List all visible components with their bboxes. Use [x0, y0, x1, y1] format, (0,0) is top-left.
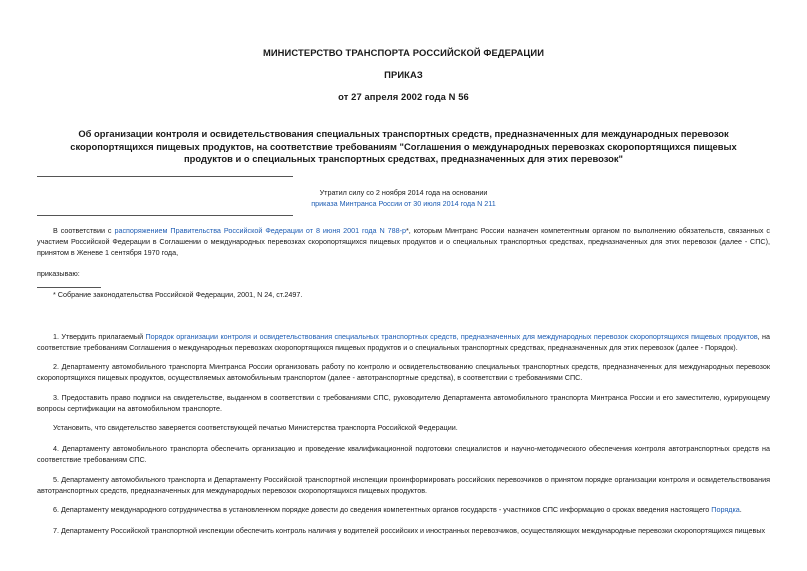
date-number-heading: от 27 апреля 2002 года N 56	[338, 91, 469, 102]
item-1-paragraph	[37, 331, 770, 353]
procedure-ref-link[interactable]: Порядка	[711, 505, 740, 514]
item-6-paragraph	[37, 504, 770, 515]
item-4-paragraph: 4. Департаменту автомобильного транспорта обеспечить организацию и проведение квалификационной подготовки специалистов и научно-методического обеспечения контроля автотранспортных средств на соответствие требованиям СПС.	[37, 444, 770, 464]
divider-bottom	[37, 215, 293, 216]
repeal-order-link[interactable]: приказа Минтранса России от 30 июля 2014 года N 211	[311, 199, 496, 208]
document-title: Об организации контроля и освидетельствования специальных транспортных средств, предназначенных для международных перевозок скоропортящихся пищевых продуктов, на соответствие требованиям "Соглашения о международных перевозках скоропортящихся пищевых продуктов и о специальных транспортных средствах, предназначенных для этих перевозок"	[70, 128, 737, 164]
footnote: * Собрание законодательства Российской Федерации, 2001, N 24, ст.2497.	[53, 290, 303, 299]
item-1-suffix: , на соответствие требованиям Соглашения о международных перевозках скоропортящихся пищевых продуктов и о специальных транспортных средствах, предназначенных для этих перевозок (далее - Порядок).	[37, 332, 770, 352]
item-7-paragraph: 7. Департаменту Российской транспортной инспекции обеспечить контроль наличия у водителей российских и иностранных перевозчиков, осуществляющих международные перевозки скоропортящихся пищевых	[53, 526, 766, 535]
status-note: Утратил силу со 2 ноября 2014 года на основании	[319, 188, 488, 197]
item-3-paragraph: 3. Предоставить право подписи на свидетельстве, выданном в соответствии с требованиями СПС, руководителю Департамента автомобильного транспорта Минтранса России и его заместителю, курирующему вопросы сертификации на автомобильном транспорте.	[37, 393, 770, 413]
preamble-suffix: *, которым Минтранс России назначен компетентным органом по выполнению обязательств, связанных с участием Российской Федерации в Соглашении о международных перевозках скоропортящихся пищевых продуктов и о специальных транспортных средствах, предназначенных для этих перевозок (далее - СПС), принятом в Женеве 1 сентября 1970 года,	[37, 226, 770, 257]
order-word: приказываю:	[37, 269, 80, 278]
preamble-prefix: В соответствии с	[53, 226, 115, 235]
ministry-heading: МИНИСТЕРСТВО ТРАНСПОРТА РОССИЙСКОЙ ФЕДЕРАЦИИ	[262, 47, 545, 58]
item-5-paragraph: 5. Департаменту автомобильного транспорта и Департаменту Российской транспортной инспекции проинформировать российских перевозчиков о принятом порядке организации контроля и освидетельствования автотранспортных средств, предназначенных для международных перевозок скоропортящихся пищевых продуктов.	[37, 475, 770, 495]
item-1-prefix: 1. Утвердить прилагаемый	[53, 332, 146, 341]
footnote-divider	[37, 287, 101, 288]
item-6-prefix: 6. Департаменту международного сотрудничества в установленном порядке довести до сведения компетентных органов государств - участников СПС информацию о сроках введения настоящего	[53, 505, 712, 514]
item-3b-paragraph: Установить, что свидетельство заверяется соответствующей печатью Министерства транспорта Российской Федерации.	[53, 423, 458, 432]
government-order-link[interactable]: распоряжением Правительства Российской Федерации от 8 июня 2001 года N 788-р	[114, 226, 406, 235]
status-link-line	[0, 199, 807, 209]
item-2-paragraph: 2. Департаменту автомобильного транспорта Минтранса России организовать работу по контролю и освидетельствованию специальных транспортных средств, предназначенных для международных перевозок скоропортящихся пищевых продуктов, осуществляемых автомобильным транспортом (далее - автотранспортные средства), в соответствии с требованиями СПС.	[37, 362, 770, 382]
divider-top	[37, 176, 293, 177]
item-6-suffix: .	[739, 505, 742, 514]
procedure-link[interactable]: Порядок организации контроля и освидетельствования специальных транспортных средств, предназначенных для международных перевозок скоропортящихся пищевых продуктов	[145, 332, 758, 341]
preamble-paragraph	[37, 225, 770, 258]
doc-type-heading: ПРИКАЗ	[384, 69, 423, 80]
